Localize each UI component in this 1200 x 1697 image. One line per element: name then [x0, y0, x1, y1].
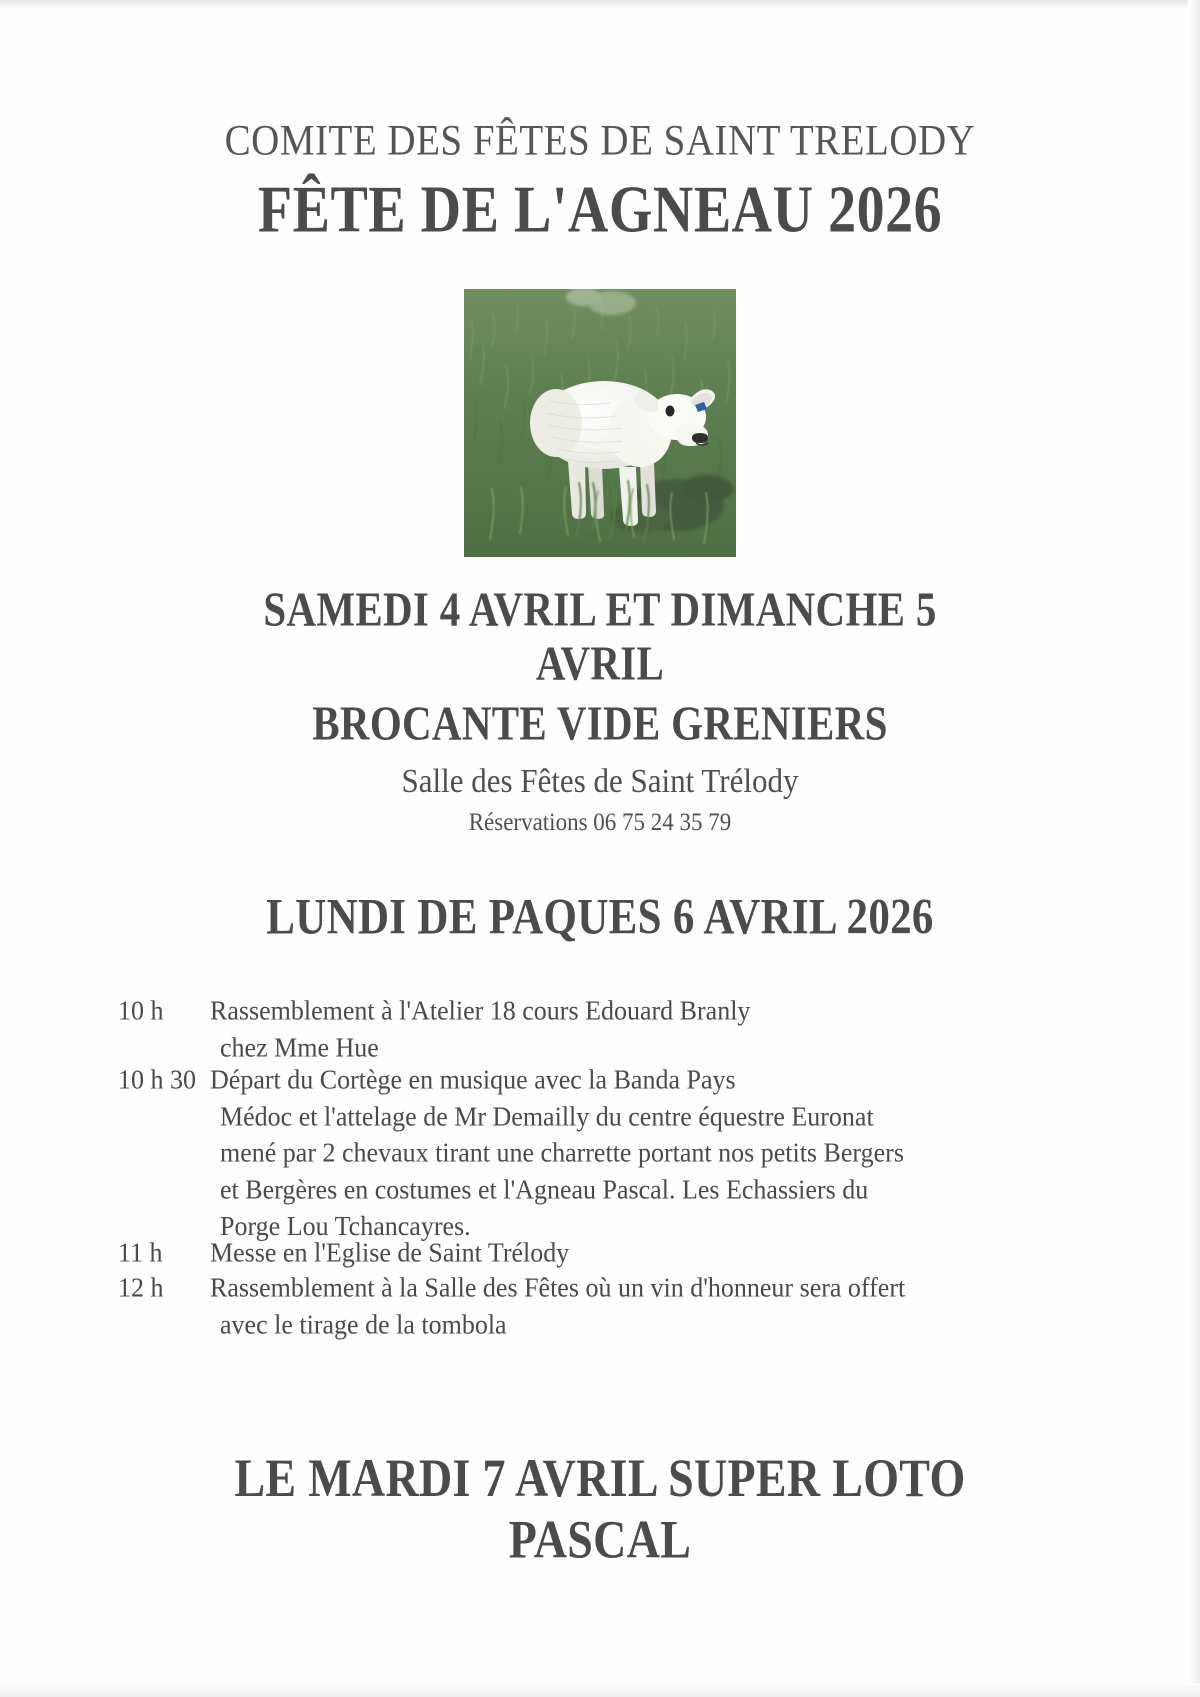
- loto-line2: PASCAL: [508, 1508, 692, 1569]
- event-dates-line2: AVRIL: [535, 635, 665, 691]
- schedule-time: 10 h 30: [118, 1064, 196, 1095]
- scan-edge-bottom: [0, 1683, 1200, 1697]
- schedule-description: [210, 993, 1160, 1066]
- venue-text: Salle des Fêtes de Saint Trélody: [401, 760, 799, 800]
- schedule-description: [210, 1062, 1160, 1245]
- brocante-heading: BROCANTE VIDE GRENIERS: [312, 695, 888, 750]
- schedule-line: Rassemblement à la Salle des Fêtes où un vin d'honneur sera offert: [210, 1271, 906, 1303]
- list-item: [0, 1270, 1200, 1339]
- schedule-time: 12 h: [118, 1271, 164, 1303]
- page-title: FÊTE DE L'AGNEAU 2026: [257, 172, 943, 247]
- schedule-line: mené par 2 chevaux tirant une charrette portant nos petits Bergers: [220, 1137, 904, 1169]
- loto-heading: [0, 1339, 1200, 1569]
- schedule-line: chez Mme Hue: [220, 1031, 379, 1063]
- schedule-line: et Bergères en costumes et l'Agneau Pascal. Les Echassiers du: [220, 1174, 869, 1205]
- list-item: [0, 993, 1200, 1062]
- schedule-description: [210, 1270, 1160, 1343]
- schedule-line: Messe en l'Eglise de Saint Trélody: [210, 1237, 570, 1268]
- schedule-line: avec le tirage de la tombola: [220, 1308, 507, 1340]
- event-dates-line1: SAMEDI 4 AVRIL ET DIMANCHE 5: [263, 581, 937, 637]
- reservations-text: Réservations 06 75 24 35 79: [468, 807, 732, 835]
- list-item: [0, 1235, 1200, 1270]
- schedule-time: 11 h: [118, 1237, 163, 1268]
- loto-line1: LE MARDI 7 AVRIL SUPER LOTO: [234, 1447, 966, 1508]
- photo-container: [0, 289, 1200, 557]
- schedule-line: Médoc et l'attelage de Mr Demailly du centre équestre Euronat: [220, 1100, 874, 1132]
- paques-heading: LUNDI DE PAQUES 6 AVRIL 2026: [266, 889, 934, 946]
- schedule-description: [210, 1235, 1160, 1272]
- schedule-list: [0, 929, 1200, 1339]
- list-item: [0, 1062, 1200, 1242]
- schedule-line: Départ du Cortège en musique avec la Banda Pays: [210, 1064, 736, 1095]
- schedule-line: Porge Lou Tchancayres.: [220, 1210, 471, 1242]
- lamb-photo: [464, 289, 736, 557]
- schedule-time: 10 h: [118, 994, 164, 1026]
- committee-heading: COMITE DES FÊTES DE SAINT TRELODY: [224, 116, 976, 165]
- schedule-line: Rassemblement à l'Atelier 18 cours Edouard Branly: [210, 994, 751, 1026]
